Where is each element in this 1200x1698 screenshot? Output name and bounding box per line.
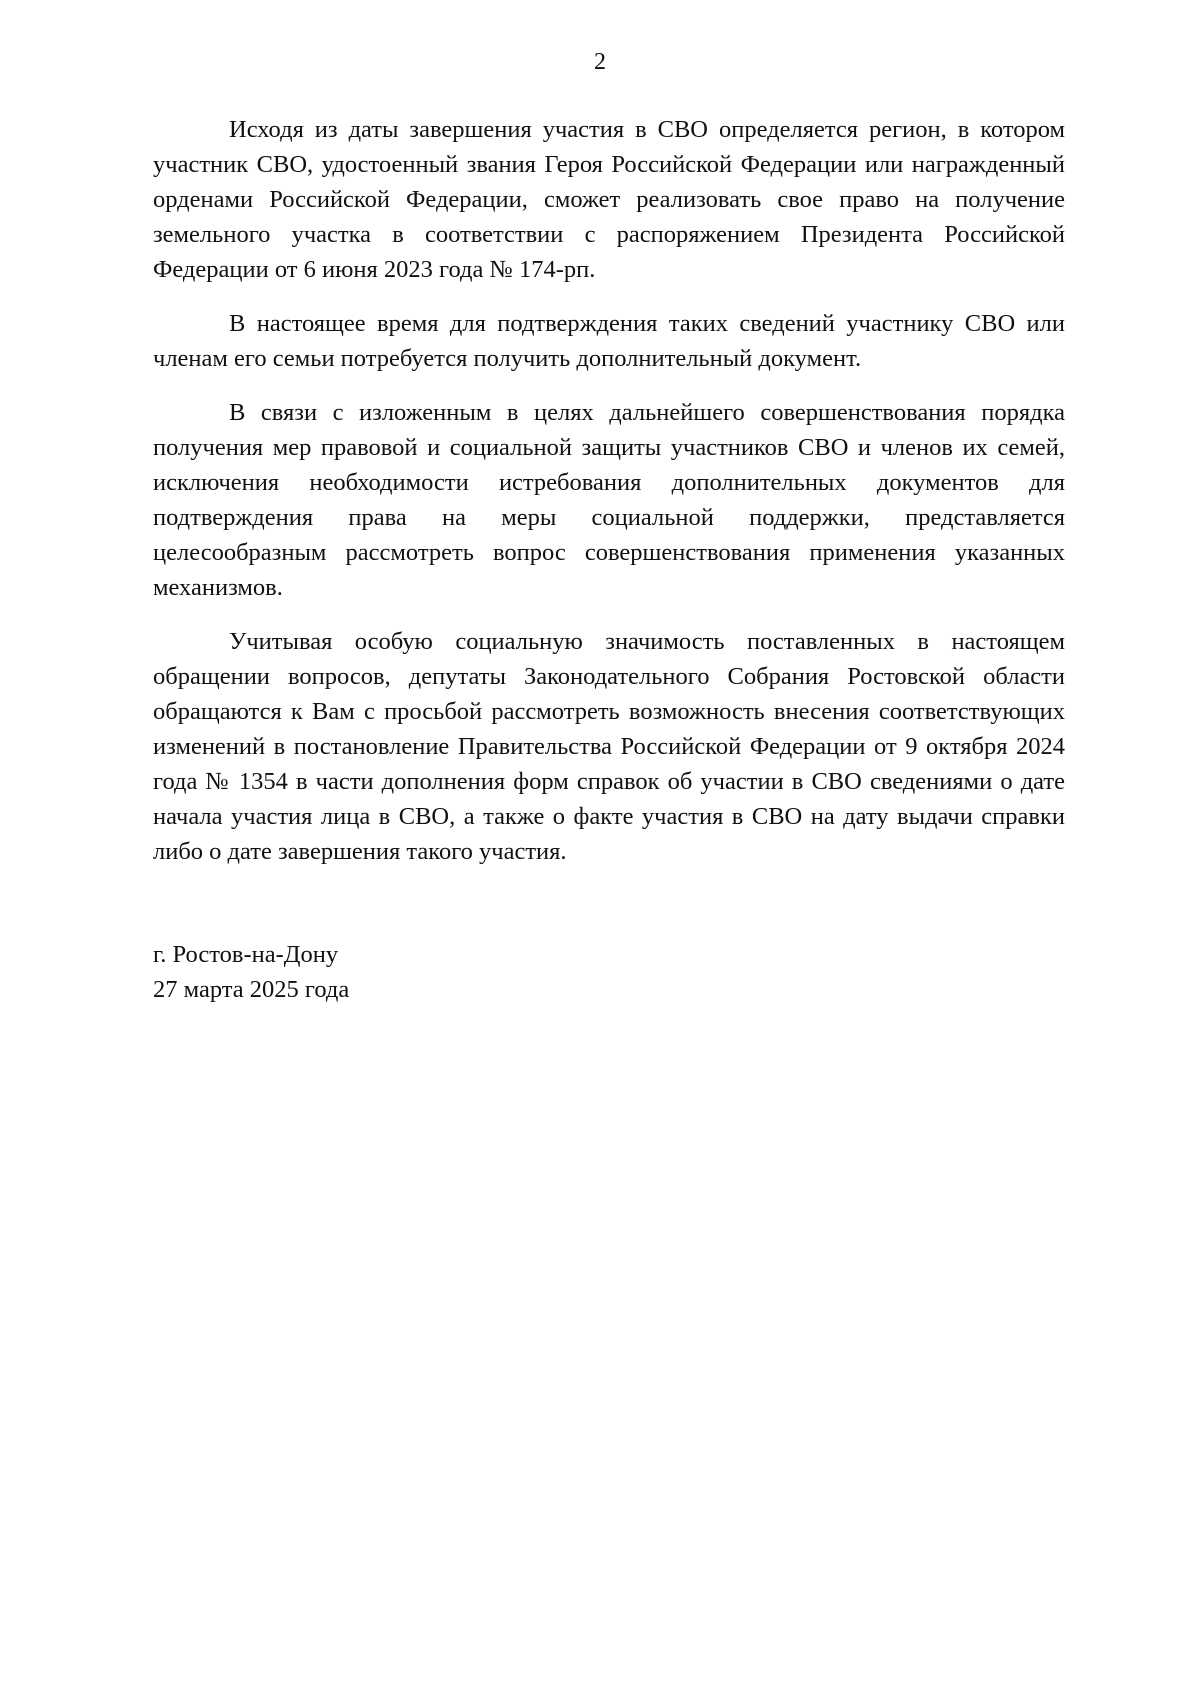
- page-number: 2: [594, 49, 606, 75]
- paragraph-additional-document: В настоящее время для подтверждения таких сведений участнику СВО или членам его семьи потребуется получить дополнительный документ.: [153, 310, 1065, 372]
- letter-body: [153, 112, 1065, 888]
- paragraph-improvement-proposal: В связи с изложенным в целях дальнейшего совершенствования порядка получения мер правовой и социальной защиты участников СВО и членов их семей, исключения необходимости истребования дополнительных документов для подтверждения права на меры социальной поддержки, представляется целесообразным рассмотреть вопрос совершенствования применения указанных механизмов.: [153, 399, 1065, 601]
- signoff: [153, 937, 349, 1007]
- paragraph-land-plot-region: Исходя из даты завершения участия в СВО определяется регион, в котором участник СВО, удостоенный звания Героя Российской Федерации или награжденный орденами Российской Федерации, сможет реализовать свое право на получение земельного участка в соответствии с распоряжением Президента Российской Федерации от 6 июня 2023 года № 174-рп.: [153, 116, 1065, 283]
- paragraph-request: Учитывая особую социальную значимость поставленных в настоящем обращении вопросов, депутаты Законодательного Собрания Ростовской области обращаются к Вам с просьбой рассмотреть возможность внесения соответствующих изменений в постановление Правительства Российской Федерации от 9 октября 2024 года № 1354 в части дополнения форм справок об участии в СВО сведениями о дате начала участия лица в СВО, а также о факте участия в СВО на дату выдачи справки либо о дате завершения такого участия.: [153, 628, 1065, 865]
- signoff-city: г. Ростов-на-Дону: [153, 941, 339, 968]
- signoff-date: 27 марта 2025 года: [153, 976, 350, 1003]
